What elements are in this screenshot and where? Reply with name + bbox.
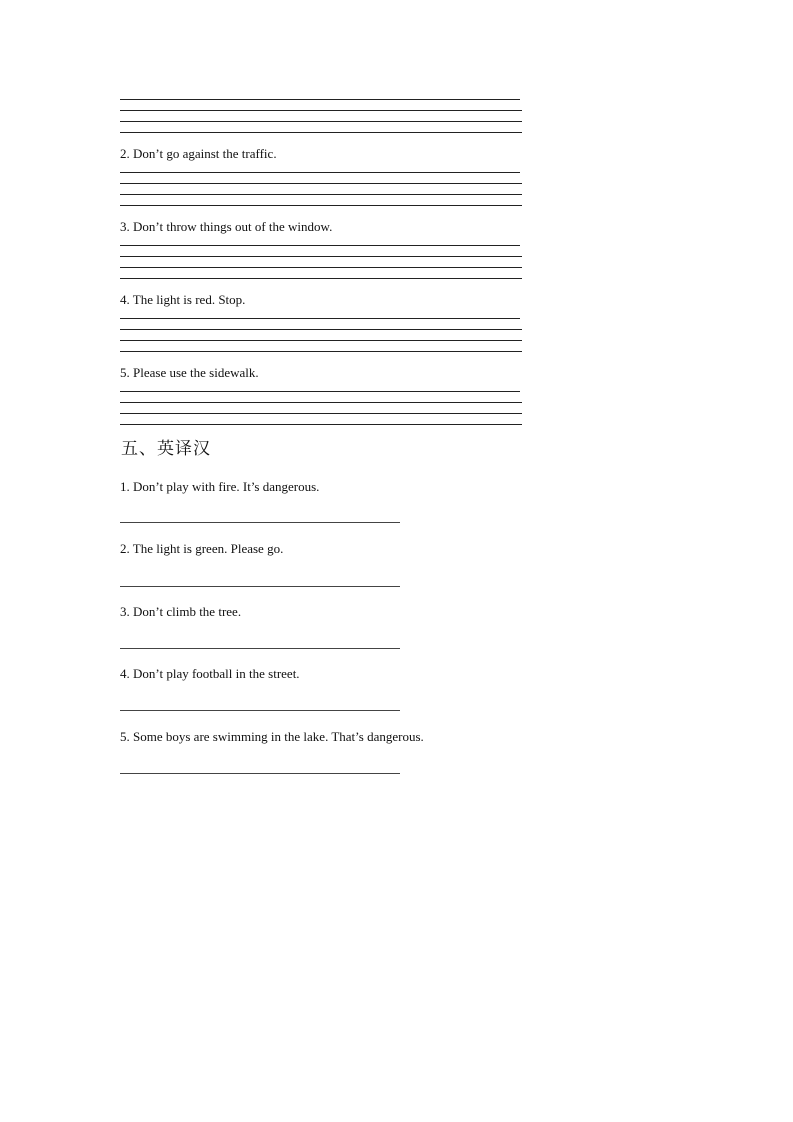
- grid-line: [120, 121, 522, 122]
- grid-line: [120, 205, 522, 206]
- grid-line: [120, 318, 520, 319]
- grid-line: [120, 391, 520, 392]
- grid-line: [120, 194, 522, 195]
- copy-grid-1[interactable]: [120, 99, 522, 133]
- grid-line: [120, 245, 520, 246]
- translate-sentence-5: 5. Some boys are swimming in the lake. That’s dangerous.: [120, 729, 424, 744]
- copy-grid-2[interactable]: [120, 172, 522, 206]
- copy-grid-3[interactable]: [120, 245, 522, 279]
- grid-line: [120, 267, 522, 268]
- grid-line: [120, 351, 522, 352]
- answer-line-4[interactable]: [120, 710, 400, 711]
- section-title: 五、英译汉: [121, 439, 211, 459]
- answer-line-2[interactable]: [120, 586, 400, 587]
- translate-sentence-3: 3. Don’t climb the tree.: [120, 604, 242, 619]
- answer-line-1[interactable]: [120, 522, 400, 523]
- grid-line: [120, 99, 520, 100]
- copy-sentence-3: 3. Don’t throw things out of the window.: [120, 219, 333, 234]
- copy-grid-5[interactable]: [120, 391, 522, 425]
- grid-line: [120, 172, 520, 173]
- copy-sentence-2: 2. Don’t go against the traffic.: [120, 146, 277, 161]
- grid-line: [120, 424, 522, 425]
- grid-line: [120, 413, 522, 414]
- grid-line: [120, 110, 522, 111]
- grid-line: [120, 329, 522, 330]
- grid-line: [120, 132, 522, 133]
- copy-sentence-4: 4. The light is red. Stop.: [120, 292, 246, 307]
- grid-line: [120, 402, 522, 403]
- answer-line-3[interactable]: [120, 648, 400, 649]
- copy-grid-4[interactable]: [120, 318, 522, 352]
- answer-line-5[interactable]: [120, 773, 400, 774]
- grid-line: [120, 278, 522, 279]
- translate-sentence-1: 1. Don’t play with fire. It’s dangerous.: [120, 479, 320, 494]
- grid-line: [120, 340, 522, 341]
- translate-sentence-4: 4. Don’t play football in the street.: [120, 666, 300, 681]
- grid-line: [120, 256, 522, 257]
- grid-line: [120, 183, 522, 184]
- translate-sentence-2: 2. The light is green. Please go.: [120, 541, 284, 556]
- copy-sentence-5: 5. Please use the sidewalk.: [120, 365, 259, 380]
